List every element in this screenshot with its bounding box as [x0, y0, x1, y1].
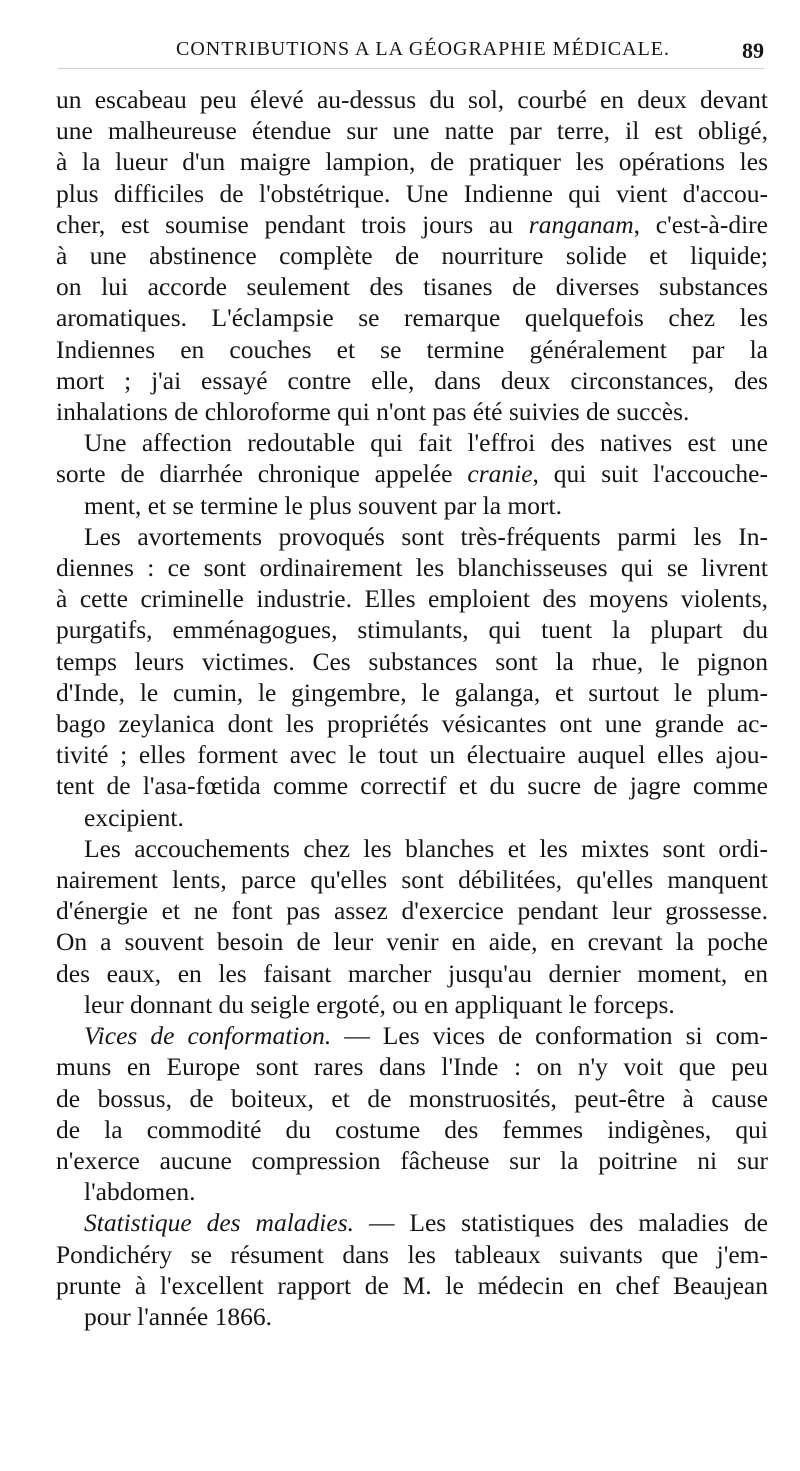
text-line: d'énergie et ne font pas assez d'exercice pendant leur grossesse.	[56, 896, 768, 926]
paragraph	[56, 1020, 768, 1207]
text-line: inhalations de chloroforme qui n'ont pas été suivies de succès.	[56, 397, 690, 427]
text-line: l'abdomen.	[84, 1177, 196, 1207]
text-line: Les avortements provoqués sont très-fréquents parmi les In-	[84, 521, 768, 551]
text-line: n'exerce aucune compression fâcheuse sur la poitrine ni sur	[56, 1145, 768, 1175]
text-line: à cette criminelle industrie. Elles emploient des moyens violents,	[56, 584, 768, 614]
text-line: sorte de diarrhée chronique appelée cranie, qui suit l'accouche-	[56, 459, 768, 489]
text-line: tivité ; elles forment avec le tout un électuaire auquel elles ajou-	[56, 740, 768, 770]
text-line: de bossus, de boiteux, et de monstruosités, peut-être à cause	[56, 1083, 768, 1113]
text-line: on lui accorde seulement des tisanes de diverses substances	[56, 272, 768, 302]
text-line: leur donnant du seigle ergoté, ou en appliquant le forceps.	[84, 989, 675, 1019]
running-header	[58, 38, 764, 69]
paragraph	[56, 84, 768, 427]
paragraph	[56, 833, 768, 1020]
text-line: muns en Europe sont rares dans l'Inde : on n'y voit que peu	[56, 1052, 768, 1082]
text-line: une malheureuse étendue sur une natte par terre, il est obligé,	[56, 116, 768, 146]
text-line: diennes : ce sont ordinairement les blanchisseuses qui se livrent	[56, 553, 768, 583]
text-line: nairement lents, parce qu'elles sont débilitées, qu'elles manquent	[56, 865, 768, 895]
text-line: tent de l'asa-fœtida comme correctif et du sucre de jagre comme	[56, 771, 768, 801]
text-line: ment, et se termine le plus souvent par la mort.	[84, 490, 563, 520]
text-line: temps leurs victimes. Ces substances sont la rhue, le pignon	[56, 646, 768, 676]
text-line: aromatiques. L'éclampsie se remarque quelquefois chez les	[56, 303, 768, 333]
text-line: Statistique des maladies. — Les statistiques des maladies de	[84, 1208, 769, 1238]
text-body	[56, 84, 768, 1332]
text-line: Vices de conformation. — Les vices de conformation si com-	[84, 1021, 769, 1051]
text-line: On a souvent besoin de leur venir en aide, en crevant la poche	[56, 927, 768, 957]
paragraph	[56, 521, 768, 833]
text-line: bago zeylanica dont les propriétés vésicantes ont une grande ac-	[56, 709, 768, 739]
paragraph	[56, 1207, 768, 1332]
text-line: Les accouchements chez les blanches et les mixtes sont ordi-	[84, 833, 768, 863]
text-line: Pondichéry se résument dans les tableaux suivants que j'em-	[56, 1239, 768, 1269]
text-line: prunte à l'excellent rapport de M. le médecin en chef Beaujean	[56, 1270, 768, 1300]
text-line: plus difficiles de l'obstétrique. Une Indienne qui vient d'accou-	[56, 178, 768, 208]
text-line: purgatifs, emménagogues, stimulants, qui tuent la plupart du	[56, 615, 768, 645]
text-line: Indiennes en couches et se termine généralement par la	[56, 334, 768, 364]
text-line: cher, est soumise pendant trois jours au ranganam, c'est-à-dire	[56, 209, 768, 239]
text-line: pour l'année 1866.	[84, 1301, 273, 1331]
text-line: Une affection redoutable qui fait l'effroi des natives est une	[84, 428, 768, 458]
running-title: CONTRIBUTIONS A LA GÉOGRAPHIE MÉDICALE.	[176, 38, 670, 60]
text-line: à la lueur d'un maigre lampion, de pratiquer les opérations les	[56, 147, 768, 177]
text-line: des eaux, en les faisant marcher jusqu'au dernier moment, en	[56, 958, 768, 988]
text-line: à une abstinence complète de nourriture solide et liquide;	[56, 241, 768, 271]
page-number: 89	[742, 38, 764, 63]
text-line: de la commodité du costume des femmes indigènes, qui	[56, 1114, 768, 1144]
text-line: d'Inde, le cumin, le gingembre, le galanga, et surtout le plum-	[56, 677, 768, 707]
text-line: un escabeau peu élevé au-dessus du sol, courbé en deux devant	[56, 85, 768, 114]
text-line: excipient.	[84, 802, 184, 832]
paragraph	[56, 427, 768, 521]
text-line: mort ; j'ai essayé contre elle, dans deux circonstances, des	[56, 365, 768, 395]
